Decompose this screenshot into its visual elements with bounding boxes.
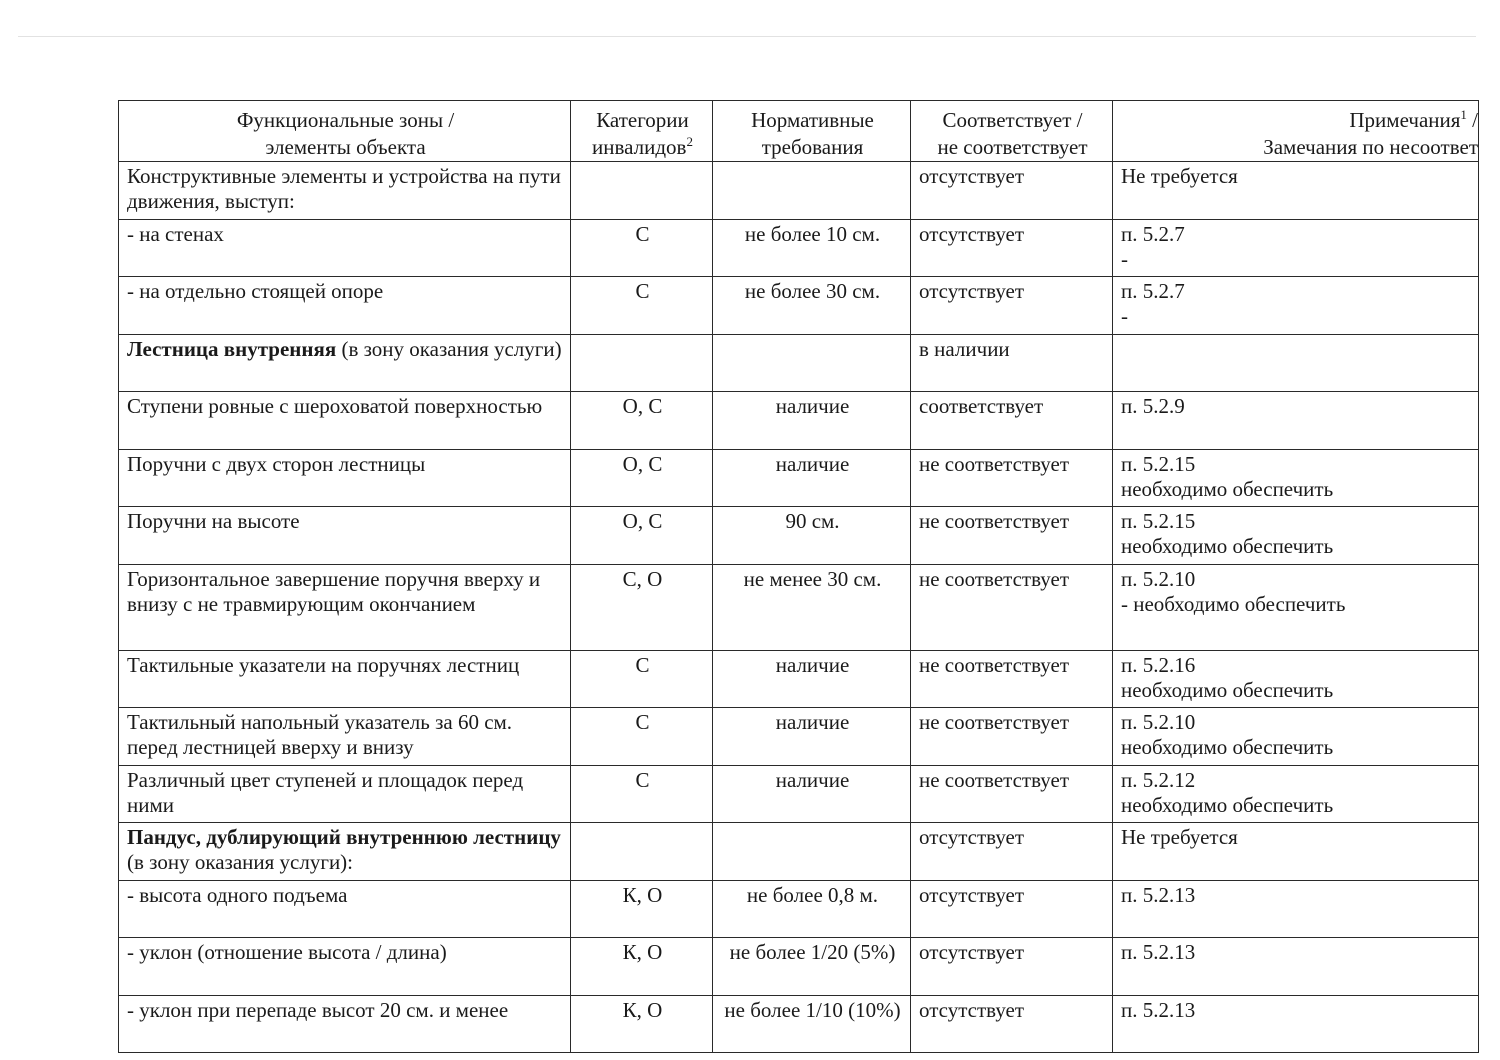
accessibility-audit-table: [118, 100, 1479, 1053]
cell-zone: [119, 334, 571, 392]
cell-notes: [1113, 162, 1479, 220]
cell-zone: - на стенах: [119, 219, 571, 277]
note-reference: п. 5.2.7: [1121, 221, 1185, 246]
cell-zone: Тактильный напольный указатель за 60 см. перед лестницей вверху и внизу: [119, 708, 571, 766]
header-notes-line2: Замечания по несоответ: [1263, 135, 1478, 159]
cell-category: С: [571, 708, 713, 766]
cell-notes: [1113, 219, 1479, 277]
header-zone-line2: элементы объекта: [265, 135, 426, 159]
cell-zone: Поручни на высоте: [119, 507, 571, 565]
table-row: [119, 880, 1479, 938]
note-reference: Не требуется: [1121, 825, 1238, 849]
cell-status: не соответствует: [911, 650, 1113, 708]
cell-zone: Конструктивные элементы и устройства на пути движения, выступ:: [119, 162, 571, 220]
note-remark: -: [1121, 304, 1128, 328]
header-category-line1: Категории: [596, 108, 689, 132]
header-norm: [713, 101, 911, 162]
cell-category: К, О: [571, 995, 713, 1053]
cell-norm: наличие: [713, 392, 911, 450]
cell-category: О, С: [571, 507, 713, 565]
cell-notes: [1113, 650, 1479, 708]
header-norm-line1: Нормативные: [751, 108, 874, 132]
note-reference: п. 5.2.10: [1121, 710, 1196, 734]
table-row-section: [119, 823, 1479, 881]
cell-norm: не менее 30 см.: [713, 564, 911, 650]
cell-zone: - уклон (отношение высота / длина): [119, 938, 571, 996]
section-title: Лестница внутренняя: [127, 336, 337, 361]
table-row: [119, 650, 1479, 708]
cell-norm: не более 10 см.: [713, 219, 911, 277]
cell-category: [571, 823, 713, 881]
table-row: [119, 938, 1479, 996]
header-zone: [119, 101, 571, 162]
table-row: [119, 765, 1479, 823]
cell-status: не соответствует: [911, 507, 1113, 565]
cell-notes: [1113, 449, 1479, 507]
cell-norm: [713, 162, 911, 220]
table-row: [119, 708, 1479, 766]
cell-category: К, О: [571, 880, 713, 938]
cell-status: не соответствует: [911, 564, 1113, 650]
section-title: Пандус, дублирующий внутреннюю лестницу: [127, 825, 561, 849]
cell-notes: [1113, 334, 1479, 392]
section-subtitle: (в зону оказания услуги):: [127, 850, 354, 874]
cell-zone: Горизонтальное завершение поручня вверху и внизу с не травмирующим окончанием: [119, 564, 571, 650]
table-row: [119, 995, 1479, 1053]
cell-category: О, С: [571, 449, 713, 507]
note-remark: необходимо обеспечить: [1121, 677, 1334, 702]
header-status-line1: Соответствует /: [942, 108, 1083, 132]
cell-notes: [1113, 765, 1479, 823]
cell-category: С: [571, 650, 713, 708]
cell-norm: [713, 334, 911, 392]
cell-zone: Поручни с двух сторон лестницы: [119, 449, 571, 507]
header-norm-line2: требования: [761, 135, 864, 159]
note-reference: Не требуется: [1121, 164, 1238, 188]
table-row: [119, 449, 1479, 507]
cell-notes: [1113, 880, 1479, 938]
table-row: [119, 507, 1479, 565]
cell-notes: [1113, 708, 1479, 766]
table-row: [119, 564, 1479, 650]
table-header-row: [119, 101, 1479, 162]
cell-status: отсутствует: [911, 162, 1113, 220]
cell-norm: не более 0,8 м.: [713, 880, 911, 938]
header-notes-slash: /: [1466, 108, 1478, 132]
cell-notes: [1113, 564, 1479, 650]
header-zone-line1: Функциональные зоны /: [236, 108, 455, 132]
cell-status: соответствует: [911, 392, 1113, 450]
cell-category: С: [571, 277, 713, 335]
note-reference: п. 5.2.7: [1121, 279, 1185, 303]
cell-status: отсутствует: [911, 938, 1113, 996]
note-reference: п. 5.2.15: [1121, 509, 1196, 533]
cell-norm: наличие: [713, 708, 911, 766]
cell-notes: [1113, 507, 1479, 565]
cell-zone: - уклон при перепаде высот 20 см. и менее: [119, 995, 571, 1053]
note-reference: п. 5.2.13: [1121, 940, 1196, 964]
cell-zone: [119, 823, 571, 881]
cell-norm: [713, 823, 911, 881]
cell-notes: [1113, 938, 1479, 996]
header-notes-line1: Примечания: [1349, 108, 1461, 132]
header-status: [911, 101, 1113, 162]
cell-status: отсутствует: [911, 880, 1113, 938]
cell-norm: не более 1/10 (10%): [713, 995, 911, 1053]
cell-status: не соответствует: [911, 449, 1113, 507]
cell-status: отсутствует: [911, 823, 1113, 881]
cell-status: не соответствует: [911, 708, 1113, 766]
table-row: [119, 219, 1479, 277]
cell-category: К, О: [571, 938, 713, 996]
note-remark: необходимо обеспечить: [1121, 792, 1334, 817]
cell-norm: не более 30 см.: [713, 277, 911, 335]
header-notes: [1113, 101, 1479, 162]
table-row-section: [119, 334, 1479, 392]
note-reference: п. 5.2.9: [1121, 394, 1185, 418]
header-category-line2: инвалидов: [592, 135, 687, 159]
cell-category: [571, 334, 713, 392]
cell-status: не соответствует: [911, 765, 1113, 823]
cell-status: отсутствует: [911, 995, 1113, 1053]
cell-notes: [1113, 995, 1479, 1053]
cell-zone: Тактильные указатели на поручнях лестниц: [119, 650, 571, 708]
note-reference: п. 5.2.13: [1121, 997, 1196, 1022]
header-category: [571, 101, 713, 162]
note-reference: п. 5.2.13: [1121, 882, 1196, 907]
cell-category: С, О: [571, 564, 713, 650]
note-remark: необходимо обеспечить: [1121, 534, 1334, 558]
cell-category: [571, 162, 713, 220]
note-reference: п. 5.2.12: [1121, 767, 1196, 792]
cell-status: в наличии: [911, 334, 1113, 392]
cell-category: С: [571, 219, 713, 277]
cell-norm: 90 см.: [713, 507, 911, 565]
table-row: [119, 162, 1479, 220]
header-category-footnote: 2: [686, 134, 693, 149]
cell-norm: наличие: [713, 650, 911, 708]
table-row: [119, 392, 1479, 450]
header-status-line2: не соответствует: [937, 135, 1088, 159]
note-remark: необходимо обеспечить: [1121, 476, 1334, 501]
cell-notes: [1113, 277, 1479, 335]
note-reference: п. 5.2.10: [1121, 566, 1196, 591]
cell-category: О, С: [571, 392, 713, 450]
cell-zone: Различный цвет ступеней и площадок перед ними: [119, 765, 571, 823]
cell-norm: наличие: [713, 449, 911, 507]
cell-notes: [1113, 392, 1479, 450]
scan-edge-line: [18, 36, 1476, 37]
note-reference: п. 5.2.16: [1121, 652, 1196, 677]
cell-norm: не более 1/20 (5%): [713, 938, 911, 996]
note-remark: необходимо обеспечить: [1121, 735, 1334, 759]
cell-norm: наличие: [713, 765, 911, 823]
header-notes-footnote: 1: [1460, 107, 1467, 122]
cell-zone: Ступени ровные с шероховатой поверхностью: [119, 392, 571, 450]
cell-zone: - на отдельно стоящей опоре: [119, 277, 571, 335]
note-remark: -: [1121, 246, 1128, 271]
note-remark: - необходимо обеспечить: [1121, 591, 1346, 616]
cell-category: С: [571, 765, 713, 823]
cell-status: отсутствует: [911, 277, 1113, 335]
note-reference: п. 5.2.15: [1121, 451, 1196, 476]
document-page: [118, 100, 1476, 1044]
cell-notes: [1113, 823, 1479, 881]
cell-status: отсутствует: [911, 219, 1113, 277]
section-subtitle: (в зону оказания услуги): [336, 336, 562, 361]
cell-zone: - высота одного подъема: [119, 880, 571, 938]
table-row: [119, 277, 1479, 335]
